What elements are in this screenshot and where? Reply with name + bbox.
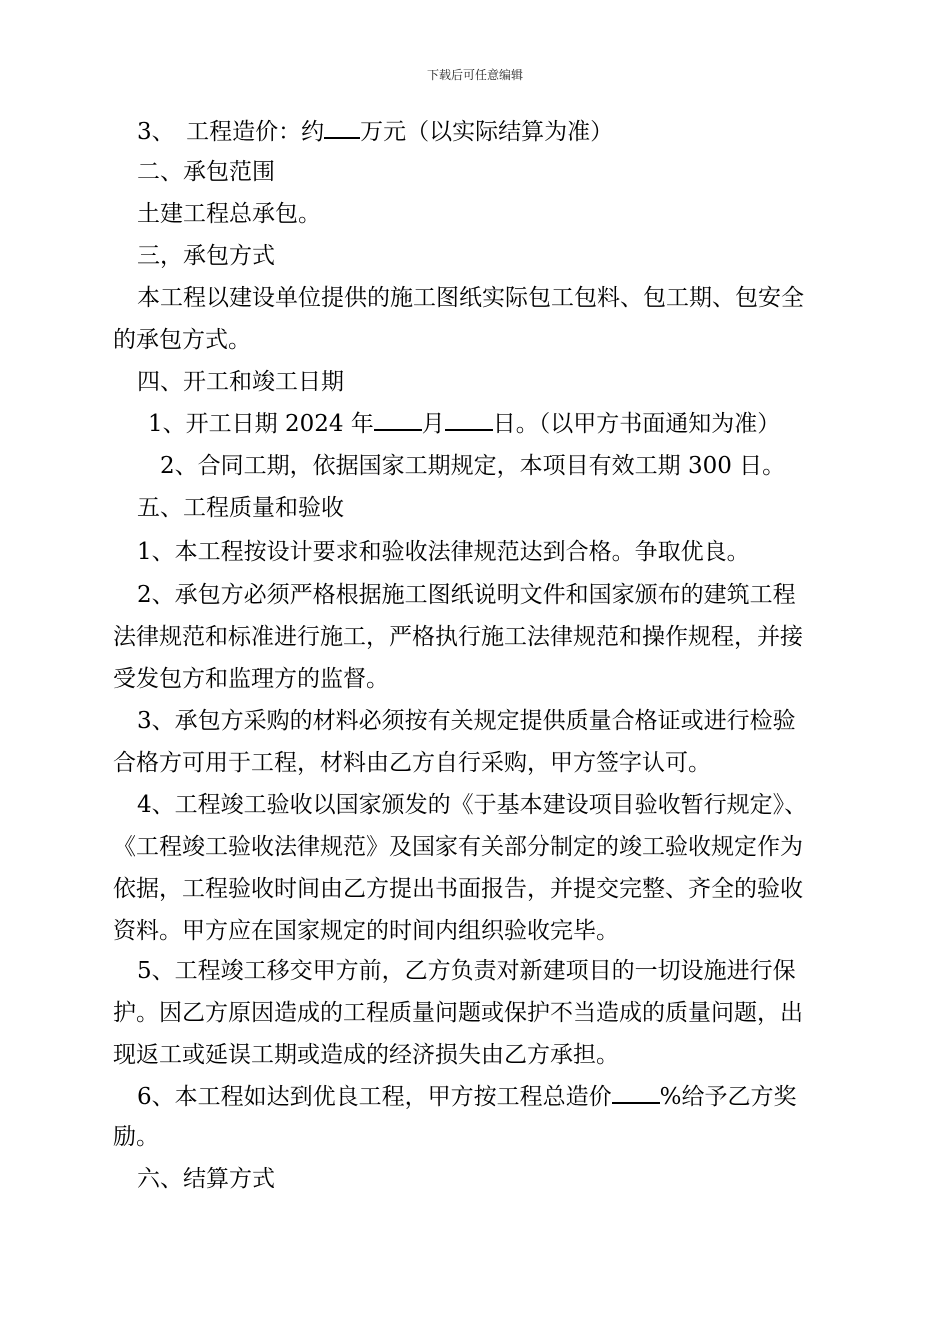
paragraph-line: 现返工或延误工期或造成的经济损失由乙方承担。 — [113, 1042, 619, 1068]
start-date-month: 月 — [421, 411, 445, 437]
clause-cost — [137, 115, 613, 147]
paragraph-line: 的承包方式。 — [113, 327, 251, 353]
paragraph-line: 资料。甲方应在国家规定的时间内组织验收完毕。 — [113, 918, 619, 944]
paragraph-line: 5、工程竣工移交甲方前，乙方负责对新建项目的一切设施进行保 — [137, 958, 796, 984]
cost-blank — [324, 115, 360, 139]
paragraph-line: 护。因乙方原因造成的工程质量问题或保护不当造成的质量问题，出 — [113, 1000, 803, 1026]
section-heading-6: 六、结算方式 — [137, 1166, 275, 1192]
reward-post: %给予乙方奖 — [659, 1084, 797, 1110]
section-heading-4: 四、开工和竣工日期 — [137, 369, 344, 395]
section-heading-3: 三，承包方式 — [137, 243, 275, 269]
paragraph-line: 法律规范和标准进行施工，严格执行施工法律规范和操作规程，并接 — [113, 624, 803, 650]
clause-cost-pre: 3、 工程造价：约 — [137, 119, 325, 145]
paragraph-line: 《工程竣工验收法律规范》及国家有关部分制定的竣工验收规定作为 — [113, 834, 803, 860]
paragraph-line: 3、承包方采购的材料必须按有关规定提供质量合格证或进行检验 — [137, 708, 796, 734]
reward-blank — [612, 1080, 660, 1104]
day-blank — [445, 407, 493, 431]
paragraph-line: 2、承包方必须严格根据施工图纸说明文件和国家颁布的建筑工程 — [137, 582, 796, 608]
start-date-post: 日。（以甲方书面通知为准） — [492, 411, 781, 437]
page-header: 下载后可任意编辑 — [426, 68, 523, 82]
reward-pre: 6、本工程如达到优良工程，甲方按工程总造价 — [137, 1084, 612, 1110]
month-blank — [374, 407, 422, 431]
clause-cost-post: 万元（以实际结算为准） — [360, 119, 614, 145]
clause-start-date — [148, 407, 780, 439]
section-heading-5: 五、工程质量和验收 — [137, 495, 344, 521]
clause-reward — [137, 1080, 797, 1112]
start-date-pre: 1、开工日期 2024 年 — [148, 411, 374, 437]
paragraph-line: 受发包方和监理方的监督。 — [113, 666, 389, 692]
paragraph-line: 本工程以建设单位提供的施工图纸实际包工包料、包工期、包安全 — [137, 285, 804, 311]
paragraph-line: 4、工程竣工验收以国家颁发的《于基本建设项目验收暂行规定》、 — [137, 792, 808, 818]
section-heading-2: 二、承包范围 — [137, 159, 275, 185]
paragraph-line: 土建工程总承包。 — [137, 201, 321, 227]
paragraph-line: 励。 — [113, 1124, 159, 1150]
paragraph-line: 合格方可用于工程，材料由乙方自行采购，甲方签字认可。 — [113, 750, 711, 776]
paragraph-line: 2、合同工期，依据国家工期规定，本项目有效工期 300 日。 — [160, 453, 786, 479]
paragraph-line: 依据，工程验收时间由乙方提出书面报告，并提交完整、齐全的验收 — [113, 876, 803, 902]
paragraph-line: 1、本工程按设计要求和验收法律规范达到合格。争取优良。 — [137, 539, 750, 565]
